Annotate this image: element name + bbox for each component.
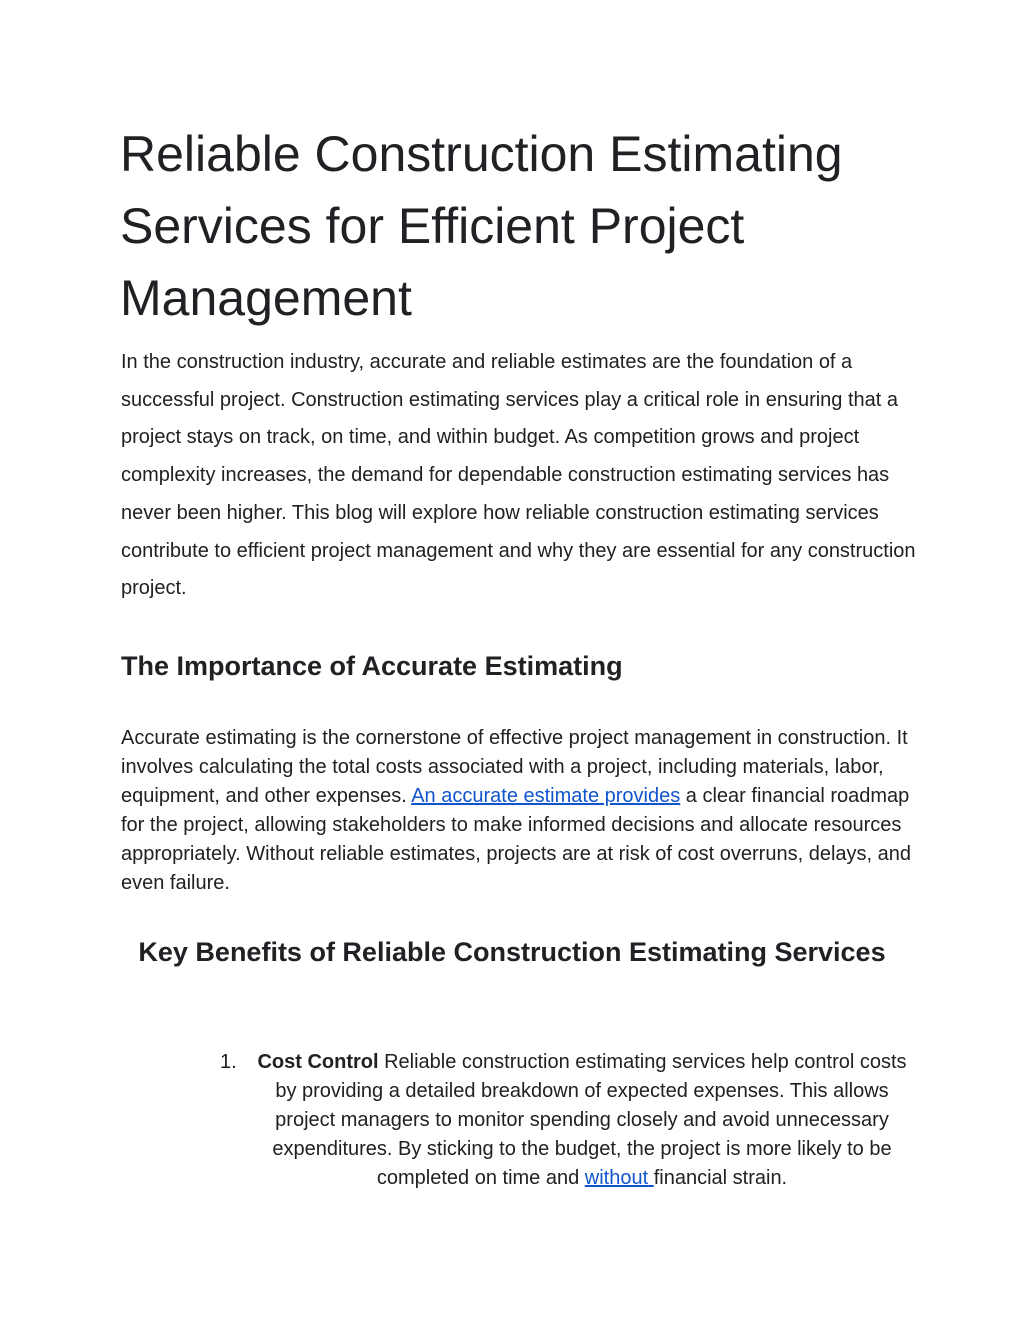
list-item-body-start: Reliable construction estimating services help control costs by providing a detailed breakdown of expected expenses. This allows project managers to monitor spending closely and avoid unnecessary expenditures. By sticking to the budget, the project is more likely to be completed on time and — [272, 1051, 907, 1189]
without-link[interactable]: without — [584, 1167, 654, 1189]
intro-paragraph: In the construction industry, accurate and reliable estimates are the foundation of a successful project. Construction estimating services play a critical role in ensuring that a project stays on track, on time, and within budget. As competition grows and project complexity increases, the demand for dependable construction estimating services has never been higher. This blog will explore how reliable construction estimating services contribute to efficient project management and why they are essential for any construction project. — [121, 351, 916, 600]
section-heading-key-benefits: Key Benefits of Reliable Construction Estimating Services — [138, 937, 886, 967]
importance-text-end: a clear financial roadmap for the project, allowing stakeholders to make informed decisions and allocate resources appropriately. Without reliable estimates, projects are at risk of cost overruns, delays, and even failure. — [121, 785, 911, 894]
list-item-number: 1. — [220, 1051, 237, 1073]
importance-text-start: Accurate estimating is the cornerstone of effective project management in construction. It involves calculating the total costs associated with a project, including materials, labor, equipment, and other expenses. — [121, 727, 908, 807]
benefits-list — [214, 1048, 914, 1193]
section-heading-importance: The Importance of Accurate Estimating — [121, 651, 623, 681]
accurate-estimate-link[interactable]: An accurate estimate provides — [411, 785, 681, 807]
importance-paragraph — [121, 724, 911, 898]
page-title: Reliable Construction Estimating Services for Efficient Project Management — [120, 126, 843, 326]
list-item — [214, 1048, 914, 1193]
list-item-text — [250, 1048, 914, 1193]
list-item-title: Cost Control — [257, 1051, 379, 1073]
list-item-body-end: financial strain. — [653, 1167, 788, 1189]
